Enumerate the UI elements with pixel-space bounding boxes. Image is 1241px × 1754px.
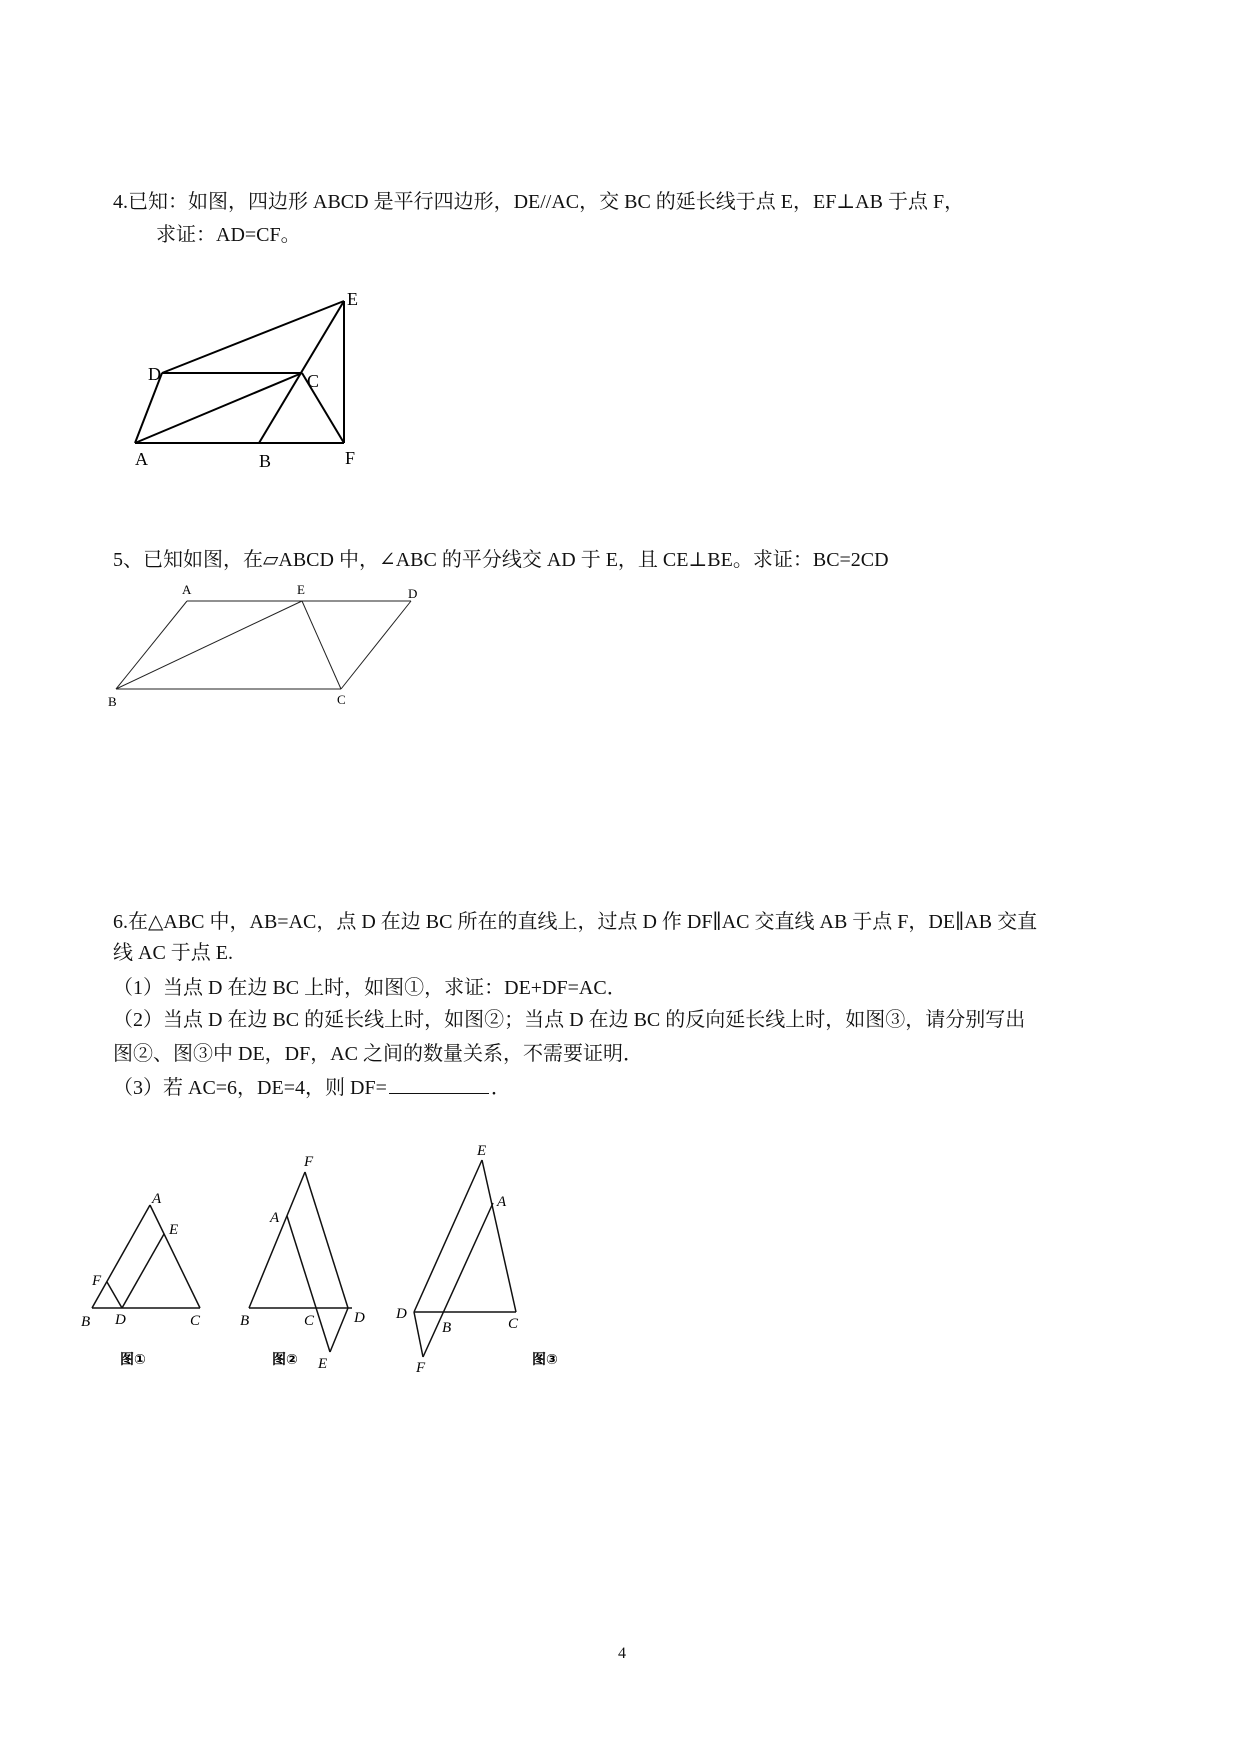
problem6-statement-line2: 线 AC 于点 E. <box>113 942 233 964</box>
segment-DE <box>122 1234 164 1308</box>
segment-AE <box>287 1216 330 1352</box>
point-label-F: F <box>304 1154 314 1170</box>
problem6-part3-end: ． <box>490 1077 511 1099</box>
figure-3-caption: 图③ <box>532 1352 558 1368</box>
segment-DF <box>414 1312 423 1357</box>
segment-BE <box>116 601 302 689</box>
point-label-F: F <box>92 1273 102 1289</box>
point-label-A: A <box>135 449 148 469</box>
problem6-part3-text: （3）若 AC=6，DE=4，则 DF= <box>113 1077 387 1099</box>
problem6-part2-line1: （2）当点 D 在边 BC 的延长线上时，如图②；当点 D 在边 BC 的反向延长线上时，如图③，请分别写出 <box>113 1009 1026 1031</box>
figure-2-caption: 图② <box>272 1352 298 1368</box>
point-label-A: A <box>497 1194 507 1210</box>
point-label-C: C <box>304 1313 315 1329</box>
point-label-D: D <box>354 1310 365 1326</box>
point-label-D: D <box>396 1306 407 1322</box>
segment-DF <box>305 1172 348 1308</box>
segment-EC <box>302 601 341 689</box>
point-label-C: C <box>307 371 320 391</box>
segment-AB <box>116 601 187 689</box>
answer-blank[interactable] <box>389 1075 489 1094</box>
segment-AC <box>150 1205 200 1308</box>
figure-1-caption: 图① <box>120 1352 146 1368</box>
segment-AB <box>92 1205 150 1308</box>
problem6-figures <box>70 1140 570 1380</box>
segment-AF <box>423 1203 493 1357</box>
figure-2 <box>240 1154 365 1372</box>
page-number: 4 <box>618 1645 626 1662</box>
point-label-E: E <box>477 1143 487 1159</box>
segment-BF <box>249 1172 305 1308</box>
segment-DC <box>341 601 411 689</box>
point-label-D: D <box>115 1312 126 1328</box>
point-label-E: E <box>297 582 305 597</box>
problem6-statement-line1: 6.在△ABC 中，AB=AC，点 D 在边 BC 所在的直线上，过点 D 作 DF∥AC 交直线 AB 于点 F，DE∥AB 交直 <box>113 911 1038 933</box>
segment-DE <box>162 301 344 373</box>
point-label-F: F <box>416 1360 426 1376</box>
point-label-A: A <box>270 1210 280 1226</box>
problem5-statement: 5、已知如图，在▱ABCD 中，∠ABC 的平分线交 AD 于 E，且 CE⊥BE。求证：BC=2CD <box>113 549 889 571</box>
point-label-E: E <box>318 1356 328 1372</box>
point-label-E: E <box>169 1222 179 1238</box>
point-label-F: F <box>345 448 356 468</box>
segment-DE <box>414 1160 482 1312</box>
segment-EC <box>482 1160 516 1312</box>
problem6-part1: （1）当点 D 在边 BC 上时，如图①，求证：DE+DF=AC． <box>113 977 627 999</box>
point-label-B: B <box>81 1314 91 1330</box>
problem6-part3 <box>113 1075 511 1100</box>
point-label-C: C <box>190 1313 201 1329</box>
point-label-D: D <box>148 364 161 384</box>
segment-DF <box>107 1282 122 1308</box>
problem5-figure <box>100 580 430 710</box>
point-label-B: B <box>240 1313 250 1329</box>
problem4-prove: 求证：AD=CF。 <box>156 224 301 246</box>
point-label-C: C <box>337 692 346 707</box>
point-label-D: D <box>408 586 418 601</box>
problem6-part2-line2: 图②、图③中 DE，DF，AC 之间的数量关系，不需要证明． <box>113 1043 644 1065</box>
segment-DE <box>330 1308 348 1352</box>
point-label-A: A <box>182 582 192 597</box>
point-label-B: B <box>108 694 117 709</box>
figure-3 <box>395 1143 558 1376</box>
point-label-B: B <box>259 451 272 471</box>
point-label-C: C <box>508 1316 519 1332</box>
point-label-E: E <box>347 289 358 309</box>
problem4-figure <box>100 280 380 475</box>
problem4-statement: 4.已知：如图，四边形 ABCD 是平行四边形，DE//AC，交 BC 的延长线于点 E，EF⊥AB 于点 F， <box>113 191 965 213</box>
figure-1 <box>81 1191 201 1368</box>
point-label-A: A <box>152 1191 162 1207</box>
point-label-B: B <box>442 1320 452 1336</box>
